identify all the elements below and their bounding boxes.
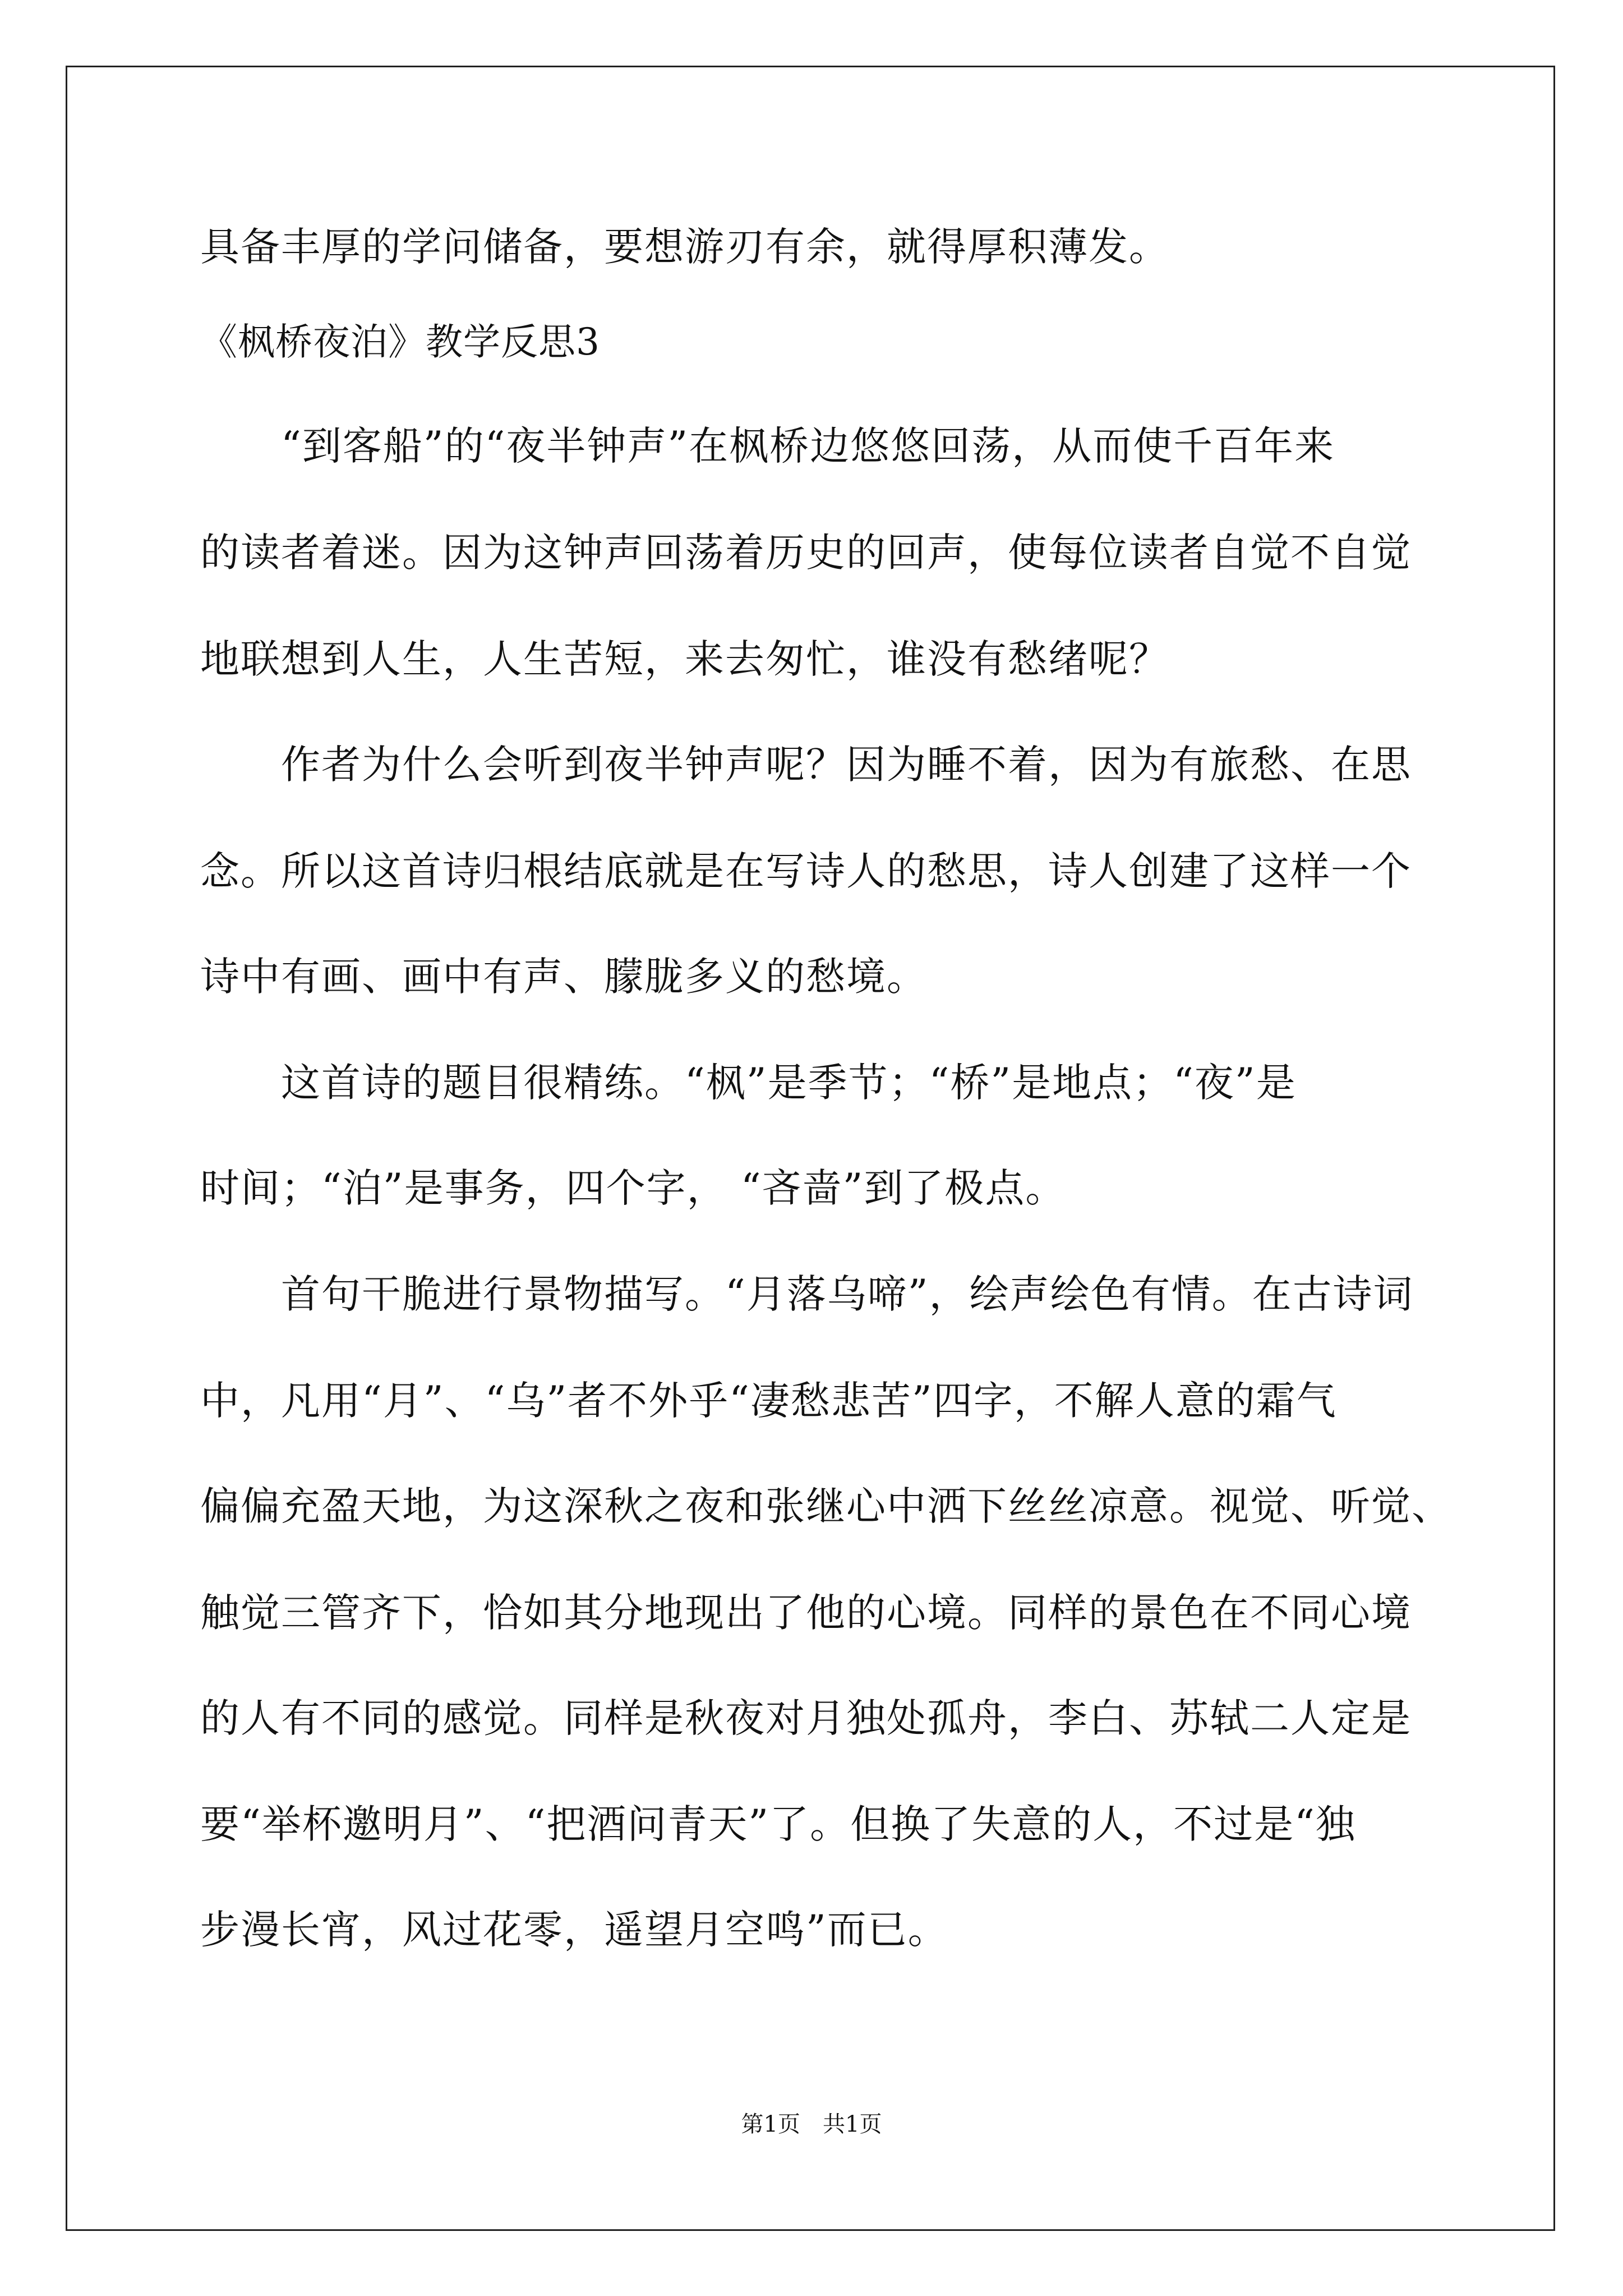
text-line: 步漫长宵，风过花零，遥望月空鸣”而已。	[200, 1907, 948, 1953]
text-line: 诗中有画、画中有声、朦胧多义的愁境。	[200, 954, 927, 1000]
text-line: 念。所以这首诗归根结底就是在写诗人的愁思，诗人创建了这样一个	[200, 848, 1412, 894]
text-line: 地联想到人生，人生苦短，来去匆忙，谁没有愁绪呢？	[200, 636, 1169, 682]
text-line: 这首诗的题目很精练。“枫”是季节；“桥”是地点；“夜”是	[200, 1060, 1297, 1106]
text-line: 具备丰厚的学问储备，要想游刃有余，就得厚积薄发。	[200, 224, 1169, 270]
text-line: 的读者着迷。因为这钟声回荡着历史的回声，使每位读者自觉不自觉	[200, 530, 1412, 576]
text-line: 的人有不同的感觉。同样是秋夜对月独处孤舟，李白、苏轼二人定是	[200, 1695, 1412, 1741]
text-line: 中，凡用“月”、“乌”者不外乎“凄愁悲苦”四字，不解人意的霜气	[200, 1378, 1337, 1424]
section-heading: 《枫桥夜泊》教学反思3	[200, 320, 600, 364]
text-line: 要“举杯邀明月”、“把酒问青天”了。但换了失意的人，不过是“独	[200, 1801, 1356, 1847]
text-line: 偏偏充盈天地，为这深秋之夜和张继心中洒下丝丝凉意。视觉、听觉、	[200, 1483, 1452, 1529]
text-line: 作者为什么会听到夜半钟声呢？因为睡不着，因为有旅愁、在思	[200, 742, 1412, 788]
text-line: 首句干脆进行景物描写。“月落乌啼”，绘声绘色有情。在古诗词	[200, 1271, 1414, 1317]
page-number-footer: 第1页 共1页	[741, 2111, 882, 2137]
text-line: 触觉三管齐下，恰如其分地现出了他的心境。同样的景色在不同心境	[200, 1590, 1412, 1636]
text-line: 时间；“泊”是事务，四个字， “吝啬”到了极点。	[200, 1165, 1066, 1211]
text-line: “到客船”的“夜半钟声”在枫桥边悠悠回荡，从而使千百年来	[200, 423, 1335, 469]
